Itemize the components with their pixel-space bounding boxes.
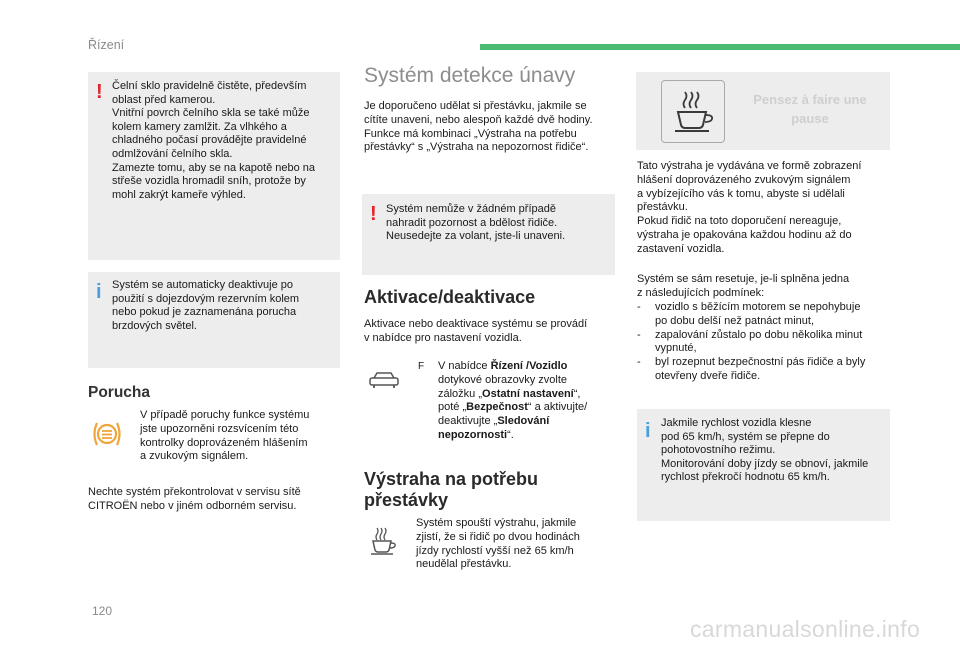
fault-heading: Porucha [88,384,151,401]
warning-mark-icon: ! [370,203,377,225]
menu-safety: Bezpečnost [466,401,528,414]
warning-text: Systém nemůže v žádném případě nahradit pozornost a bdělost řidiče. Neusedejte za volant, jste-li unaveni. [386,203,566,243]
activation-steps: F V nabídce Řízení /Vozidlo dotykové obrazovky zvolte záložku „Ostatní nastavení“, poté „Bezpečnost“ a aktivujte/ deaktivujte „Sledování nepozornosti“. [418,360,588,441]
list-item: - vozidlo s běžícím motorem se nepohybuje po dobu delší než patnáct minut, [637,301,865,329]
break-warning-heading: Výstraha na potřebu přestávky [364,469,539,510]
menu-path-vehicle: Řízení /Vozidlo [490,360,568,372]
info-mark-icon: i [96,281,102,303]
intro-paragraph: Je doporučeno udělat si přestávku, jakmile se cítíte unaveni, nebo alespoň každé dvě hodiny. Funkce má kombinaci „Výstraha na potřebu přestávky“ s „Výstraha na nepozornost řidiče“. [364,100,593,154]
section-accent-bar [480,44,960,50]
info-box-standby [637,409,890,521]
info-text: Systém se automaticky deaktivuje po použití s dojezdovým rezervním kolem nebo pokud je zaznamenána porucha brzdových světel. [112,279,300,332]
car-icon [366,368,402,392]
list-item: - byl rozepnut bezpečnostní pás řidiče a byly otevřeny dveře řidiče. [637,356,865,384]
fault-description: V případě poruchy funkce systému jste upozorněni rozsvícením této kontrolky doprovázeném hlášením a zvukovým signálem. [140,409,310,463]
warning-behavior-paragraph: Tato výstraha je vydávána ve formě zobrazení hlášení doprovázeného zvukovým signálem a vybízejícího vás k tomu, abyste si udělali přestávku. Pokud řidič na toto doporučení nereaguje, výstraha je opakována každou hodinu až do zastavení vozidla. [637,160,862,255]
option-attention-monitoring: Sledování [497,415,550,428]
section-header: Řízení [88,38,125,52]
page-title: Systém detekce únavy [364,64,576,87]
step-bullet: F [418,361,425,372]
reset-conditions-intro: Systém se sám resetuje, je-li splněna jedna z následujících podmínek: [637,273,850,299]
list-item: - zapalování zůstalo po dobu několika minut vypnuté, [637,329,865,357]
warning-mark-icon: ! [96,81,103,103]
display-message-illustration [636,72,890,150]
warning-box-alertness [362,194,615,275]
watermark: carmanualsonline.info [690,616,921,642]
info-box-auto-deactivation [88,272,340,368]
coffee-cup-icon [366,524,400,558]
reset-conditions-list [637,301,865,384]
coffee-cup-icon [661,80,725,143]
warning-box-windshield [88,72,340,260]
info-text: Jakmile rychlost vozidla klesne pod 65 km/h, systém se přepne do pohotovostního režimu. Monitorování doby jízdy se obnoví, jakmile rychlost překročí hodnotu 65 km/h. [661,417,869,484]
warning-text: Čelní sklo pravidelně čistěte, především oblast před kamerou. Vnitřní povrch čelního skla se také může kolem kamery zamlžit. Za vlhkého a chladného počasí provádějte pravidelné odmlžování čelního skla. Zamezte tomu, aby se na kapotě nebo na střeše vozidla hromadil sníh, protože by mohl zakrýt kameře výhled. [112,80,316,201]
page-number: 120 [92,604,113,618]
fault-service-note: Nechte systém překontrolovat v servisu sítě CITROËN nebo v jiném odborném servisu. [88,486,301,512]
break-warning-description: Systém spouští výstrahu, jakmile zjistí, že si řidič po dvou hodinách jízdy rychlostí vyšší než 65 km/h neudělal přestávku. [416,517,580,571]
service-warning-icon [88,418,126,450]
activation-description: Aktivace nebo deaktivace systému se provádí v nabídce pro nastavení vozidla. [364,318,588,344]
tab-other-settings: Ostatní nastavení [482,387,574,400]
info-mark-icon: i [645,420,651,442]
activation-heading: Aktivace/deaktivace [364,287,536,307]
display-message-text: Pensez à faire une pause [753,92,867,126]
